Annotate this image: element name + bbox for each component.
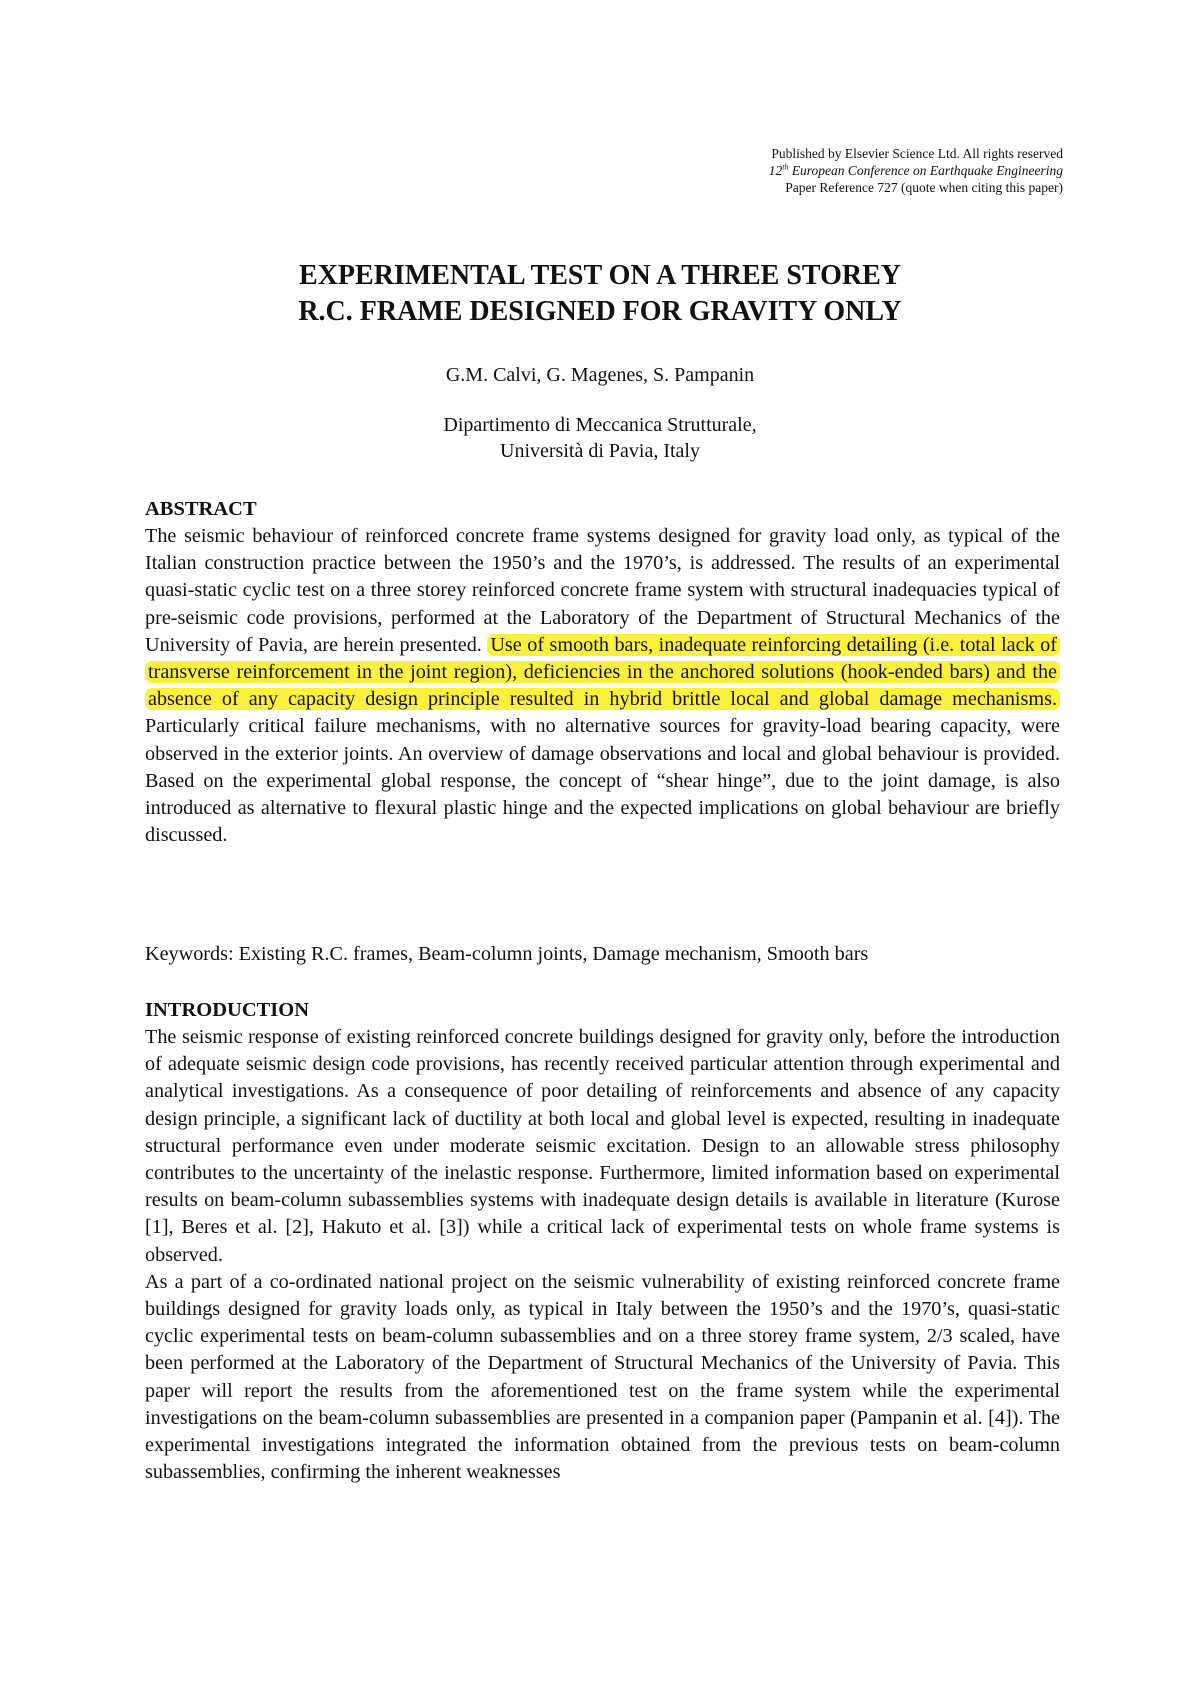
abstract-heading: ABSTRACT [145,498,257,520]
paper-reference-line: Paper Reference 727 (quote when citing this paper) [785,180,1063,195]
highlighted-text[interactable]: Use of smooth bars, inadequate reinforcing detailing (i.e. total lack of transverse reinforcement in the joint region), deficiencies in the anchored solutions (hook-ended bars) and the absence of any capacity design principle resulted in hybrid brittle local and global damage mechanisms. [145,634,1060,710]
keywords: Keywords: Existing R.C. frames, Beam-column joints, Damage mechanism, Smooth bars [145,943,869,965]
affiliation [0,412,1200,464]
conference-name: European Conference on Earthquake Engineering [788,163,1063,178]
abstract-section [145,496,1060,849]
abstract-paragraph [145,523,1060,849]
publisher-line: Published by Elsevier Science Ltd. All rights reserved [771,146,1063,161]
introduction-paragraph-2: As a part of a co-ordinated national project on the seismic vulnerability of existing reinforced concrete frame buildings designed for gravity loads only, as typical in Italy between the 1950’s and the 1970’s, quasi-static cyclic experimental tests on beam-column subassemblies and on a three storey frame system, 2/3 scaled, have been performed at the Laboratory of the Department of Structural Mechanics of the University of Pavia. This paper will report the results from the aforementioned test on the frame system while the experimental investigations on the beam-column subassemblies are presented in a companion paper (Pampanin et al. [4]). The experimental investigations integrated the information obtained from the previous tests on beam-column subassemblies, confirming the inherent weaknesses [145,1270,1060,1484]
author-list: G.M. Calvi, G. Magenes, S. Pampanin [445,364,755,386]
conference-number: 12 [768,163,783,178]
introduction-section [145,997,1060,1486]
affiliation-line-1: Dipartimento di Meccanica Strutturale, [443,414,757,436]
introduction-paragraph-1: The seismic response of existing reinforced concrete buildings designed for gravity only, before the introduction of adequate seismic design code provisions, has recently received particular attention through experimental and analytical investigations. As a consequence of poor detailing of reinforcements and absence of any capacity design principle, a significant lack of ductility at both local and global level is expected, resulting in inadequate structural performance even under moderate seismic excitation. Design to an allowable stress philosophy contributes to the uncertainty of the inelastic response. Furthermore, limited information based on experimental results on beam-column subassemblies systems with inadequate design details is available in literature (Kurose [1], Beres et al. [2], Hakuto et al. [3]) while a critical lack of experimental tests on whole frame systems is observed. [145,1026,1060,1266]
conference-ordinal: th [782,162,789,172]
title-line-2: R.C. FRAME DESIGNED FOR GRAVITY ONLY [298,296,902,327]
title-line-1: EXPERIMENTAL TEST ON A THREE STOREY [299,260,901,291]
abstract-text-end: Particularly critical failure mechanisms, with no alternative sources for gravity-load bearing capacity, were observed in the exterior joints. An overview of damage observations and local and global behaviour is provided. Based on the experimental global response, the concept of “shear hinge”, due to the joint damage, is also introduced as alternative to flexural plastic hinge and the expected implications on global behaviour are briefly discussed. [145,715,1060,847]
paper-title [0,258,1200,330]
affiliation-line-2: Università di Pavia, Italy [500,440,700,462]
abstract-text-start: The seismic behaviour of reinforced concrete frame systems designed for gravity load only, as typical of the Italian construction practice between the 1950’s and the 1970’s, is addressed. The results of an experimental quasi-static cyclic test on a three storey reinforced concrete frame system with structural inadequacies typical of pre-seismic code provisions, performed at the Laboratory of the Department of Structural Mechanics of the University of Pavia, are herein presented. [145,525,1060,656]
publication-info [769,145,1063,196]
introduction-heading: INTRODUCTION [145,999,310,1021]
conference-line [769,162,1063,179]
